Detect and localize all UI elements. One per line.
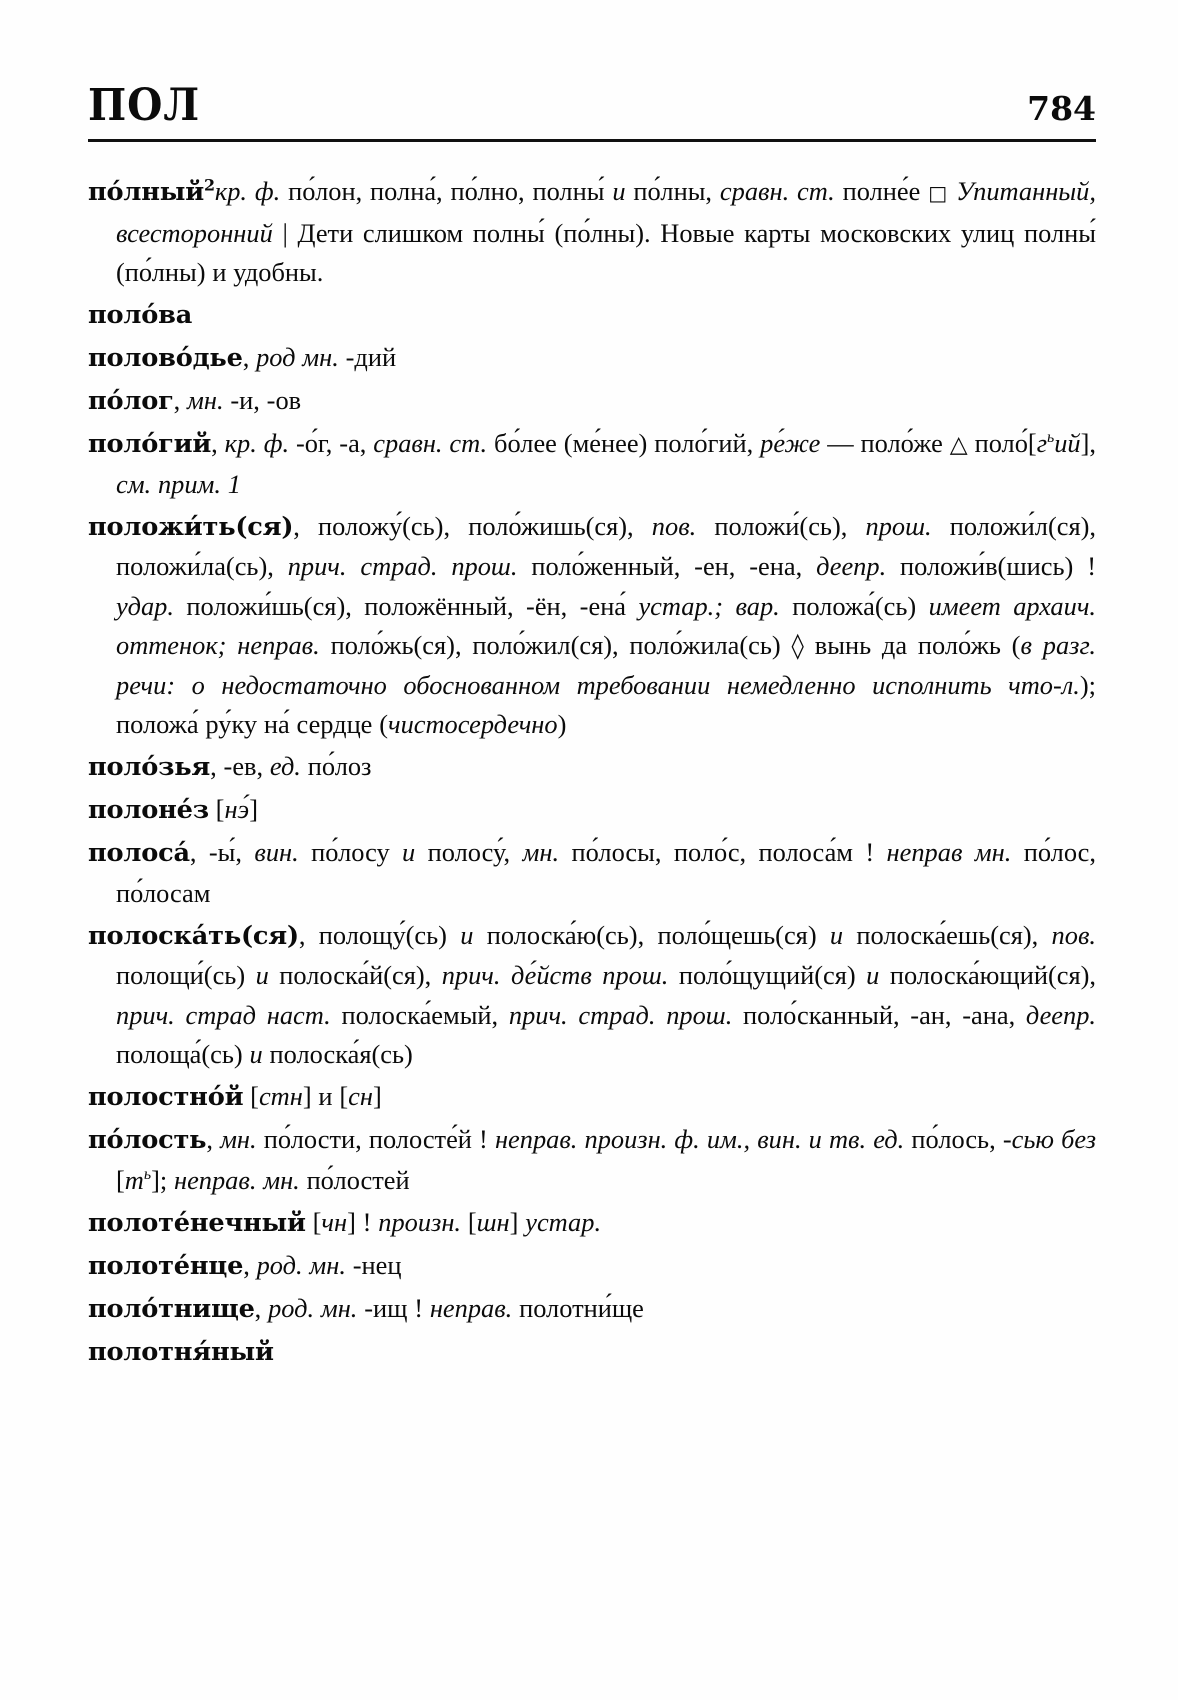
dictionary-entry <box>88 1246 1096 1287</box>
entry-text: по́лос, по́лосам <box>116 837 1096 908</box>
entry-column <box>88 172 1096 1375</box>
grammar-abbreviation: род. мн. <box>256 1249 346 1280</box>
entry-text: -нец <box>345 1249 402 1280</box>
entry-text: ] и [ <box>302 1081 349 1111</box>
entry-headword: поло́ва <box>88 300 193 330</box>
grammar-abbreviation: неправ мн. <box>874 837 1012 867</box>
grammar-abbreviation: пов. <box>1051 919 1096 950</box>
entry-text: ]; <box>151 1164 174 1195</box>
grammar-abbreviation: неправ. мн. <box>173 1164 300 1195</box>
entry-headword: поло́тнище <box>88 1293 255 1324</box>
entry-headword: полоте́нечный <box>88 1207 306 1238</box>
entry-text: положа́(сь) <box>779 590 929 621</box>
entry-text: полоска́емый, <box>330 999 509 1030</box>
entry-text: ], <box>1080 428 1096 458</box>
entry-text: [ <box>116 1164 125 1195</box>
grammar-abbreviation: удар. <box>116 590 174 621</box>
grammar-abbreviation: пов. <box>651 510 697 541</box>
grammar-abbreviation: кр. ф. <box>214 176 281 206</box>
entry-text: по́лостей <box>299 1164 410 1195</box>
grammar-abbreviation: неправ. <box>423 1292 513 1323</box>
grammar-abbreviation: произн. <box>371 1206 462 1237</box>
grammar-abbreviation: деепр. <box>816 551 887 581</box>
grammar-abbreviation: мн. <box>187 385 224 415</box>
dictionary-entry <box>88 172 1096 293</box>
grammar-abbreviation: род мн. <box>256 342 339 372</box>
grammar-abbreviation: неправ. произн. ф. им., вин. и тв. ед. <box>487 1124 905 1154</box>
entry-text: [ <box>243 1081 259 1111</box>
entry-text: ] <box>372 1081 382 1111</box>
entry-text: , полощу́(сь) <box>298 919 461 950</box>
grammar-abbreviation: прич. де́йств прош. <box>441 960 669 990</box>
bracket-transcription: $г^ьий$ <box>1036 428 1081 458</box>
entry-text: , <box>243 1249 257 1280</box>
entry-text: ); положа́ ру́ку на́ сердце ( <box>116 669 1096 739</box>
grammar-abbreviation: прич. страд. прош. <box>508 999 733 1030</box>
entry-text: поло́жь(ся), поло́жил(ся), поло́жила(сь) <box>319 630 792 660</box>
grammar-abbreviation: чн <box>321 1206 348 1237</box>
entry-text: ) <box>557 709 567 739</box>
grammar-abbreviation: устар.; вар. <box>638 590 780 621</box>
entry-text: полоска́ешь(ся), <box>843 919 1052 950</box>
entry-text: , -ы́, <box>189 837 255 867</box>
dictionary-entry <box>88 1332 1096 1373</box>
entry-text: полоска́я(сь) <box>262 1039 413 1069</box>
entry-text: поло́сканный, -ан, -ана, <box>732 999 1026 1030</box>
grammar-abbreviation: -сью без <box>1002 1124 1097 1154</box>
entry-headword: положи́ть(ся) <box>88 511 294 542</box>
entry-headword: полоса́ <box>88 838 190 868</box>
grammar-abbreviation: мн. <box>220 1124 257 1154</box>
entry-text: по́лось, <box>904 1124 1003 1154</box>
dictionary-entry <box>88 295 1096 336</box>
grammar-abbreviation: шн <box>476 1206 510 1237</box>
grammar-abbreviation: устар. <box>525 1206 602 1237</box>
entry-headword: полоска́ть(ся) <box>88 920 299 951</box>
entry-text: поло́женный, -ен, -ена, <box>517 551 817 581</box>
grammar-abbreviation: в разг. речи: о недостаточно обоснованном требовании немедленно исполнить что-л. <box>116 630 1097 700</box>
dictionary-entry <box>88 507 1096 745</box>
entry-text: полоска́ю(сь), поло́щешь(ся) <box>473 919 830 950</box>
grammar-abbreviation: нэ́ <box>224 794 250 824</box>
grammar-abbreviation: стн <box>258 1081 303 1111</box>
entry-headword: полостно́й <box>88 1082 244 1112</box>
entry-text: полотни́ще <box>512 1292 644 1323</box>
entry-text: , -ев, <box>210 751 270 781</box>
entry-headword: поло́зья <box>88 752 211 782</box>
grammar-abbreviation: Упитанный, всесторонний <box>116 176 1096 248</box>
entry-text: -о́г, -а, <box>289 428 374 458</box>
entry-text: , <box>242 342 257 372</box>
entry-text: ] <box>509 1206 526 1237</box>
entry-text: поло́щущий(ся) <box>668 960 867 990</box>
entry-text: ] <box>249 794 258 824</box>
grammar-abbreviation: и <box>255 960 269 990</box>
entry-text: , <box>206 1124 221 1154</box>
header-rule <box>88 139 1096 142</box>
entry-headword: полоне́з <box>88 795 209 825</box>
warning-marker: ! <box>865 837 875 867</box>
soft-sign-superscript: ь <box>143 1165 152 1183</box>
entry-text: по́лосы, поло́с, полоса́м <box>559 837 866 867</box>
grammar-abbreviation: прич. страд. прош. <box>287 551 518 581</box>
grammar-abbreviation: вин. <box>254 837 299 867</box>
grammar-abbreviation: прош. <box>865 510 932 541</box>
grammar-abbreviation: и <box>249 1039 263 1069</box>
grammar-abbreviation: имеет архаич. оттенок; неправ. <box>116 590 1097 660</box>
grammar-abbreviation: и <box>866 960 880 990</box>
warning-marker: ! <box>362 1206 372 1237</box>
grammar-abbreviation: сравн. ст. <box>373 428 488 458</box>
grammar-abbreviation: ед. <box>269 751 301 781</box>
entry-text: бо́лее (ме́нее) поло́гий, <box>487 428 761 458</box>
homograph-number: 2 <box>204 175 215 195</box>
soft-sign-superscript: ь <box>1047 429 1055 447</box>
entry-headword: полово́дье <box>88 343 243 373</box>
entry-text: положи́в(шись) <box>886 551 1088 581</box>
entry-symbol-icon: ◊ <box>791 631 804 660</box>
entry-text: , положу́(сь), поло́жишь(ся), <box>293 510 652 541</box>
entry-text: ] <box>347 1206 363 1237</box>
entry-text: полощи́(сь) <box>116 960 256 990</box>
grammar-abbreviation: сн <box>348 1081 373 1111</box>
entry-symbol-icon: □ <box>928 181 949 205</box>
entry-text: полне́е <box>834 176 929 206</box>
entry-text: [ <box>208 794 225 824</box>
entry-text: -и, -ов <box>223 385 302 415</box>
entry-symbol-icon: △ <box>949 431 968 458</box>
dictionary-entry <box>88 1077 1096 1118</box>
entry-headword: по́лог <box>88 386 174 416</box>
grammar-abbreviation: чистосердечно <box>388 709 558 739</box>
entry-text: по́лны, <box>625 176 720 206</box>
entry-headword: полоте́нце <box>88 1250 244 1281</box>
entry-text: поло́[ <box>967 428 1037 458</box>
entry-text: по́лоз <box>300 751 372 781</box>
dictionary-entry <box>88 338 1096 379</box>
entry-headword: поло́гий <box>88 429 212 459</box>
grammar-abbreviation: мн. <box>522 837 560 867</box>
dictionary-entry <box>88 1120 1096 1200</box>
entry-text: полосу́, <box>415 837 523 867</box>
entry-text: , <box>211 428 225 458</box>
entry-text: положи́(сь), <box>696 510 866 541</box>
entry-text: положи́л(ся), положи́ла(сь), <box>116 510 1097 581</box>
entry-text: , <box>254 1292 269 1323</box>
entry-text: Дети слишком полны́ (по́лны). Новые карты московских улиц полны́ (по́лны) и удобны. <box>116 217 1096 287</box>
entry-text: [ <box>461 1206 477 1237</box>
entry-text: положи́шь(ся), положённый, -ён, -ена́ <box>173 590 639 621</box>
page-number: 784 <box>1027 89 1096 128</box>
dictionary-entry <box>88 1203 1096 1244</box>
grammar-abbreviation: деепр. <box>1025 999 1096 1030</box>
example-separator: | <box>282 217 288 248</box>
grammar-abbreviation: и <box>460 919 474 950</box>
grammar-abbreviation: и <box>612 176 626 206</box>
entry-text: полоща́(сь) <box>116 1039 250 1069</box>
entry-text: полоска́й(ся), <box>268 960 442 990</box>
entry-text: по́лости, полосте́й <box>256 1124 480 1154</box>
entry-text: — поло́же <box>820 428 950 458</box>
dictionary-entry <box>88 1289 1096 1330</box>
dictionary-entry <box>88 424 1096 504</box>
entry-headword: полотня́ный <box>88 1336 274 1367</box>
running-head <box>88 62 1096 131</box>
entry-text: [ <box>305 1206 322 1237</box>
grammar-abbreviation: кр. ф. <box>224 428 290 458</box>
entry-text: -дий <box>338 342 397 372</box>
running-head-word: ПОЛ <box>88 80 201 131</box>
entry-headword: по́лный$^2$ <box>88 175 215 207</box>
entry-text: по́лон, полна́, по́лно, полны́ <box>280 176 613 206</box>
dictionary-entry <box>88 916 1096 1075</box>
entry-text: -ищ <box>357 1292 415 1323</box>
dictionary-entry <box>88 833 1096 913</box>
warning-marker: ! <box>1087 551 1096 581</box>
entry-headword: по́лость <box>88 1125 207 1155</box>
entry-text: по́лосу <box>298 837 403 867</box>
dictionary-entry <box>88 381 1096 422</box>
grammar-abbreviation: ре́же <box>760 428 821 458</box>
grammar-abbreviation: и <box>402 837 416 867</box>
grammar-abbreviation: сравн. ст. <box>719 176 835 206</box>
grammar-abbreviation: и <box>829 919 844 950</box>
entry-text: , <box>173 385 188 415</box>
warning-marker: ! <box>414 1292 424 1323</box>
warning-marker: ! <box>479 1124 488 1154</box>
dictionary-entry <box>88 747 1096 788</box>
bracket-transcription: $т^ь$ <box>124 1164 152 1195</box>
grammar-abbreviation: прич. страд наст. <box>116 999 331 1030</box>
grammar-abbreviation: род. мн. <box>268 1292 358 1323</box>
grammar-abbreviation: см. прим. 1 <box>116 468 241 499</box>
dictionary-entry <box>88 790 1096 831</box>
entry-text: полоска́ющий(ся), <box>879 960 1096 990</box>
entry-text: вынь да поло́жь ( <box>803 630 1021 660</box>
